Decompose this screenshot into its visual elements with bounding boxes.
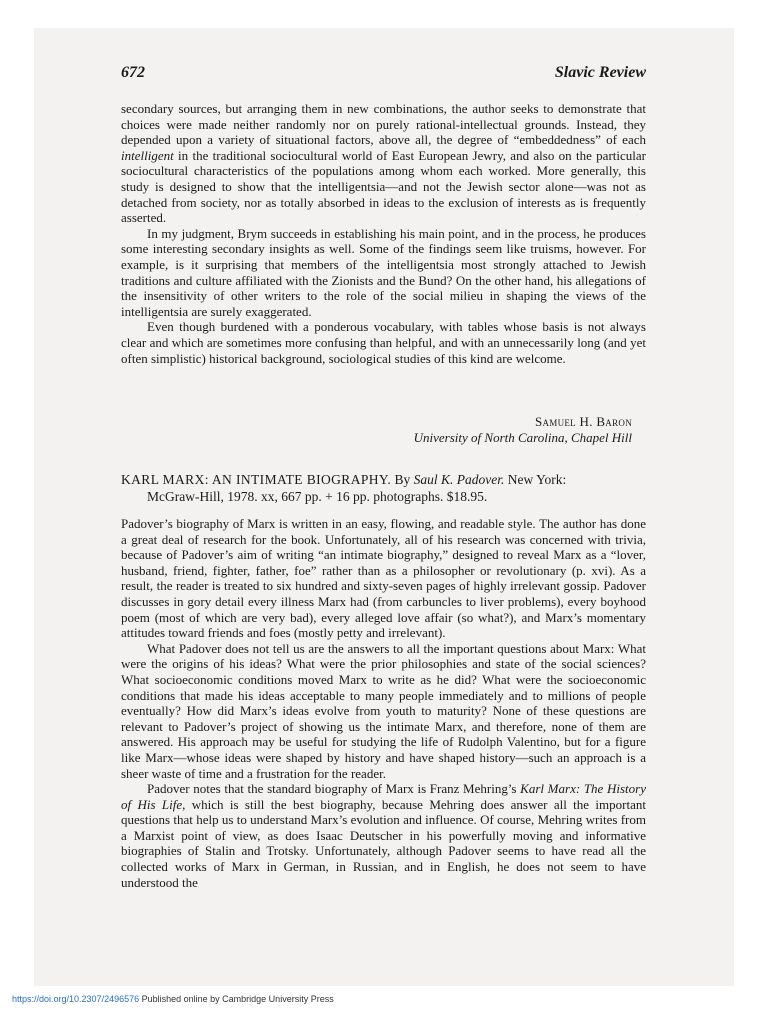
paragraph: In my judgment, Brym succeeds in establishing his main point, and in the process, he produces some interesting secondary insights as well. Some of the findings seem like truisms, however. For example, is it surprising that members of the intelligentsia most strongly attached to Jewish traditions and culture affiliated with the Zionists and the Bund? On the other hand, his allegations of the insensitivity of other writers to the role of the social milieu in shaping the views of the intelligentsia are surely exaggerated.: [121, 225, 646, 319]
book-author: Saul K. Padover.: [413, 472, 505, 487]
paragraph: What Padover does not tell us are the answers to all the important questions about Marx: What were the origins of his ideas? What were the prior philosophies and state of the social sciences? What socioeconomic conditions moved Marx to write as he did? What were the socioeconomic conditions that made his ideas acceptable to many people immediately and to millions of people eventually? How did Marx’s ideas evolve from youth to maturity? None of these questions are relevant to Padover’s project of showing us the intimate Marx, and therefore, none of them are answered. His approach may be useful for studying the life of Rudolph Valentino, but for a figure like Marx—whose ideas were shaped by history and have shaped history—such an approach is a sheer waste of time and a frustration for the reader.: [121, 640, 646, 781]
reviewer-name: Samuel H. Baron: [534, 414, 632, 429]
book-title: KARL MARX: AN INTIMATE BIOGRAPHY.: [121, 472, 392, 487]
publication-details: McGraw-Hill, 1978. xx, 667 pp. + 16 pp. photographs. $18.95.: [147, 488, 488, 504]
reviewer-affiliation: University of North Carolina, Chapel Hill: [413, 430, 632, 445]
book-review-heading: KARL MARX: AN INTIMATE BIOGRAPHY. By Saul K. Padover. New York: McGraw-Hill, 1978. xx, 667 pp. + 16 pp. photographs. $18.95.: [121, 472, 646, 505]
page-number: 672: [121, 64, 145, 81]
paragraph: Padover notes that the standard biography of Marx is Franz Mehring’s Karl Marx: The History of His Life, which is still the best biography, because Mehring does answer all the important questions that help us to understand Marx’s evolution and influence. Of course, Mehring writes from a Marxist point of view, as does Isaac Deutscher in his powerfully moving and informative biographies of Stalin and Trotsky. Unfortunately, although Padover seems to have read all the collected works of Marx in German, in Russian, and in English, he does not seem to have understood the: [121, 781, 646, 890]
review-continuation: [121, 101, 646, 366]
paragraph: Even though burdened with a ponderous vocabulary, with tables whose basis is not always clear and which are sometimes more confusing than helpful, and with an unnecessarily long (and yet often simplistic) historical background, sociological studies of this kind are welcome.: [121, 319, 646, 366]
review-body: [121, 516, 646, 890]
paragraph: Padover’s biography of Marx is written in an easy, flowing, and readable style. The author has done a great deal of research for the book. Unfortunately, all of his research was concerned with trivia, because of Padover’s aim of writing “an intimate biography,” designed to reveal Marx as a “lover, husband, friend, fighter, father, foe” rather than as a philosopher or revolutionary (p. xvi). As a result, the reader is treated to six hundred and sixty-seven pages of highly irrelevant gossip. Padover discusses in gory detail every illness Marx had (from carbuncles to liver problems), every boyhood poem (most of which are very bad), every alleged love affair (so what?), and Marx’s momentary attitudes toward friends and foes (mostly petty and irrelevant).: [121, 516, 646, 641]
publisher-note: Published online by Cambridge University Press: [139, 994, 334, 1004]
journal-title: Slavic Review: [554, 64, 646, 81]
paragraph: secondary sources, but arranging them in new combinations, the author seeks to demonstrate that choices were made neither randomly nor on purely rational-intellectual grounds. Instead, they depended upon a variety of situational factors, above all, the degree of “embeddedness” of each intelligent in the traditional sociocultural world of East European Jewry, and also on the particular sociocultural characteristics of the populations among whom each worked. More generally, this study is designed to show that the intelligentsia—and not the Jewish sector alone—was not as detached from society, nor as totally absorbed in ideas to the exclusion of interests as is frequently asserted.: [121, 101, 646, 226]
footer: [12, 994, 334, 1004]
running-header: [121, 64, 646, 88]
doi-link[interactable]: https://doi.org/10.2307/2496576: [12, 994, 140, 1004]
